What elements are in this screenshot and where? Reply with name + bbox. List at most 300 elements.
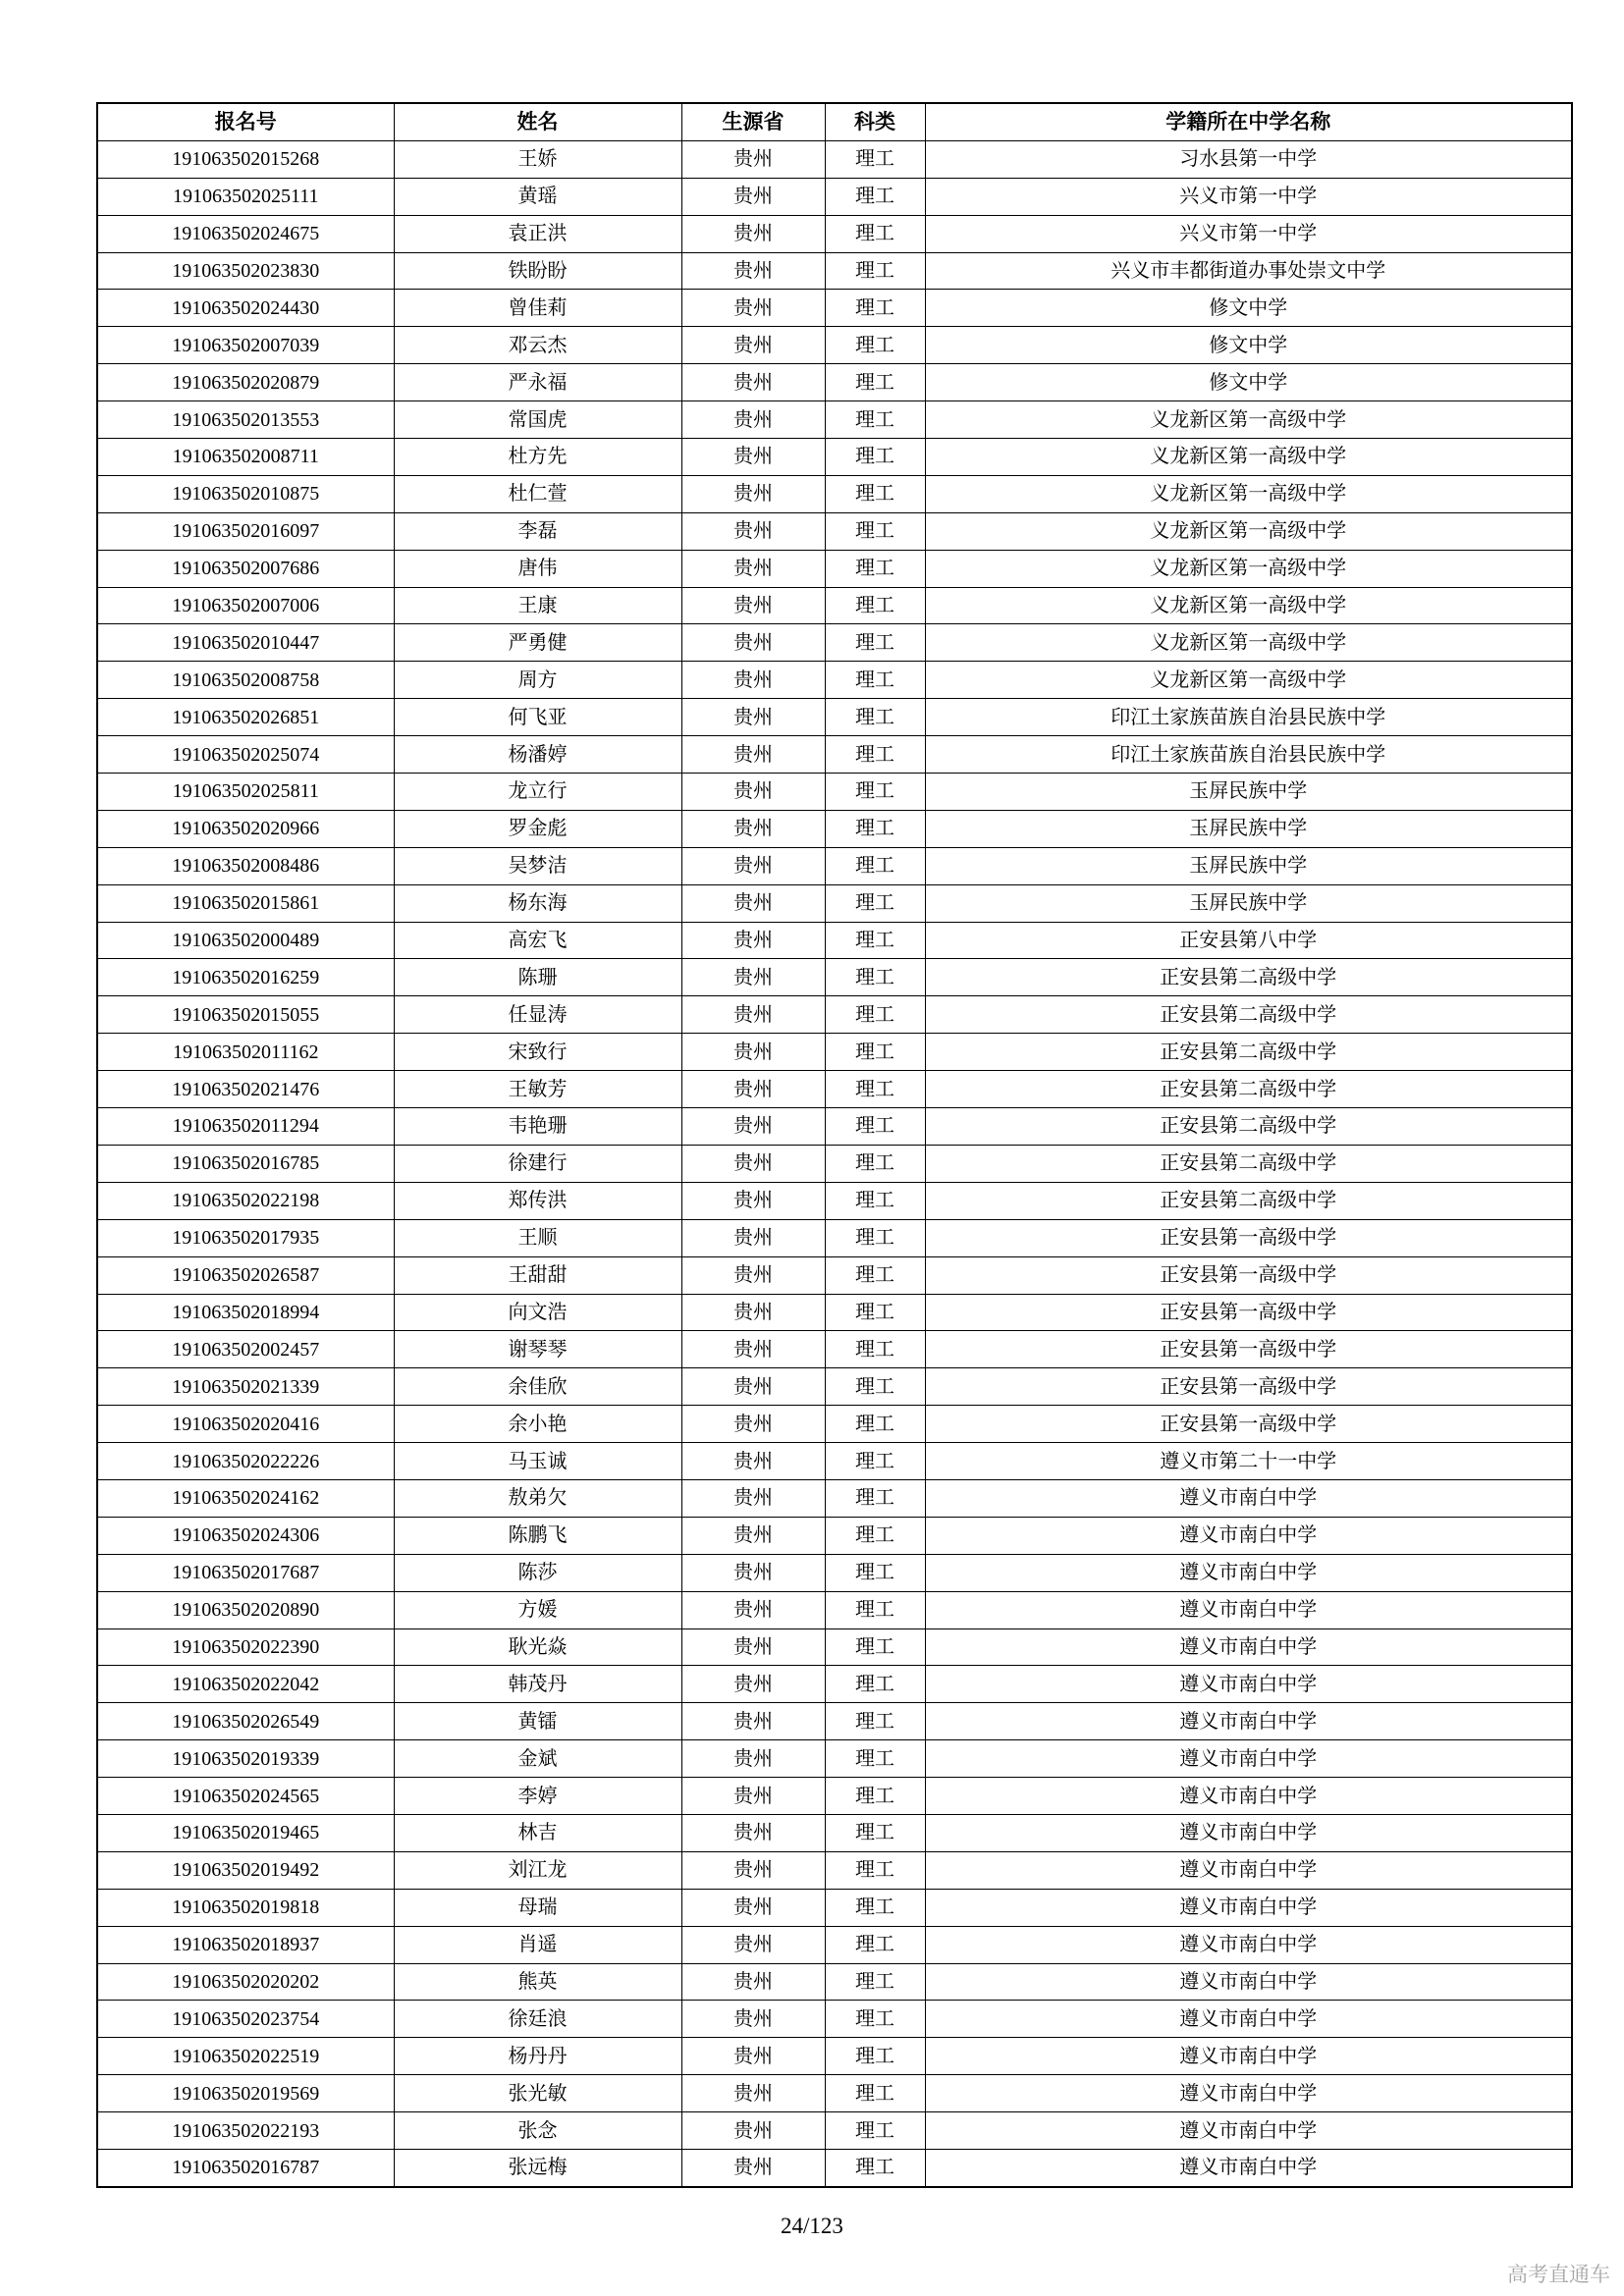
table-cell: 肖遥 <box>394 1926 681 1963</box>
table-cell: 修文中学 <box>925 364 1572 401</box>
table-cell: 韦艳珊 <box>394 1108 681 1146</box>
table-cell: 贵州 <box>681 1740 825 1778</box>
table-row <box>97 1517 1572 1554</box>
table-cell: 191063502019569 <box>97 2075 394 2112</box>
table-cell: 兴义市丰都街道办事处崇文中学 <box>925 252 1572 290</box>
table-cell: 191063502022519 <box>97 2038 394 2075</box>
table-cell: 遵义市第二十一中学 <box>925 1443 1572 1480</box>
table-cell: 熊英 <box>394 1963 681 2001</box>
table-cell: 理工 <box>825 215 925 252</box>
table-cell: 191063502019339 <box>97 1740 394 1778</box>
table-cell: 遵义市南白中学 <box>925 1814 1572 1851</box>
table-row <box>97 1554 1572 1591</box>
table-cell: 正安县第八中学 <box>925 922 1572 959</box>
table-cell: 理工 <box>825 1703 925 1740</box>
table-cell: 杜方先 <box>394 439 681 476</box>
table-cell: 贵州 <box>681 1406 825 1443</box>
table-cell: 遵义市南白中学 <box>925 2075 1572 2112</box>
table-cell: 191063502024565 <box>97 1778 394 1815</box>
table-cell: 贵州 <box>681 2149 825 2186</box>
table-row <box>97 1703 1572 1740</box>
table-row <box>97 1406 1572 1443</box>
table-cell: 191063502023754 <box>97 2001 394 2038</box>
table-cell: 理工 <box>825 1479 925 1517</box>
table-row <box>97 810 1572 847</box>
table-cell: 贵州 <box>681 1778 825 1815</box>
table-cell: 遵义市南白中学 <box>925 1963 1572 2001</box>
table-cell: 贵州 <box>681 2001 825 2038</box>
table-cell: 理工 <box>825 290 925 327</box>
table-cell: 191063502022198 <box>97 1182 394 1219</box>
table-cell: 余小艳 <box>394 1406 681 1443</box>
table-row <box>97 2149 1572 2186</box>
table-cell: 正安县第二高级中学 <box>925 1145 1572 1182</box>
table-cell: 遵义市南白中学 <box>925 1517 1572 1554</box>
table-cell: 理工 <box>825 1591 925 1629</box>
table-cell: 曾佳莉 <box>394 290 681 327</box>
page-number: 24/123 <box>781 2214 843 2238</box>
column-header: 姓名 <box>394 103 681 140</box>
table-cell: 遵义市南白中学 <box>925 1554 1572 1591</box>
table-cell: 贵州 <box>681 662 825 699</box>
table-cell: 贵州 <box>681 1517 825 1554</box>
table-cell: 陈鹏飞 <box>394 1517 681 1554</box>
table-cell: 贵州 <box>681 290 825 327</box>
table-cell: 贵州 <box>681 1443 825 1480</box>
table-cell: 贵州 <box>681 2075 825 2112</box>
table-cell: 理工 <box>825 2001 925 2038</box>
table-cell: 习水县第一中学 <box>925 140 1572 178</box>
table-row <box>97 959 1572 996</box>
table-cell: 理工 <box>825 587 925 624</box>
table-cell: 正安县第二高级中学 <box>925 1071 1572 1108</box>
table-cell: 理工 <box>825 1778 925 1815</box>
table-cell: 191063502017687 <box>97 1554 394 1591</box>
table-cell: 191063502013553 <box>97 401 394 439</box>
table-cell: 贵州 <box>681 2038 825 2075</box>
table-cell: 李婷 <box>394 1778 681 1815</box>
table-cell: 方媛 <box>394 1591 681 1629</box>
table-cell: 191063502022042 <box>97 1666 394 1703</box>
table-cell: 王顺 <box>394 1219 681 1256</box>
table-cell: 玉屏民族中学 <box>925 884 1572 922</box>
table-cell: 遵义市南白中学 <box>925 2112 1572 2150</box>
table-cell: 贵州 <box>681 550 825 587</box>
table-cell: 贵州 <box>681 996 825 1034</box>
table-row <box>97 2112 1572 2150</box>
table-cell: 191063502024675 <box>97 215 394 252</box>
table-cell: 理工 <box>825 1145 925 1182</box>
table-cell: 贵州 <box>681 178 825 215</box>
table-cell: 张念 <box>394 2112 681 2150</box>
column-header: 生源省 <box>681 103 825 140</box>
table-row <box>97 1814 1572 1851</box>
table-row <box>97 1294 1572 1331</box>
table-cell: 贵州 <box>681 884 825 922</box>
table-cell: 理工 <box>825 2075 925 2112</box>
table-cell: 贵州 <box>681 1926 825 1963</box>
table-cell: 杨丹丹 <box>394 2038 681 2075</box>
table-cell: 191063502007686 <box>97 550 394 587</box>
table-cell: 191063502008758 <box>97 662 394 699</box>
table-row <box>97 774 1572 811</box>
table-cell: 理工 <box>825 2038 925 2075</box>
table-cell: 191063502015268 <box>97 140 394 178</box>
table-cell: 兴义市第一中学 <box>925 215 1572 252</box>
table-cell: 191063502002457 <box>97 1331 394 1368</box>
table-cell: 陈莎 <box>394 1554 681 1591</box>
table-cell: 191063502020202 <box>97 1963 394 2001</box>
table-cell: 理工 <box>825 475 925 512</box>
table-cell: 贵州 <box>681 1108 825 1146</box>
table-row <box>97 1331 1572 1368</box>
table-row <box>97 512 1572 550</box>
table-row <box>97 178 1572 215</box>
table-cell: 贵州 <box>681 401 825 439</box>
table-cell: 191063502010875 <box>97 475 394 512</box>
table-cell: 遵义市南白中学 <box>925 1629 1572 1666</box>
table-cell: 贵州 <box>681 1071 825 1108</box>
table-cell: 191063502007006 <box>97 587 394 624</box>
table-cell: 贵州 <box>681 439 825 476</box>
table-cell: 贵州 <box>681 1703 825 1740</box>
table-cell: 理工 <box>825 1331 925 1368</box>
table-cell: 理工 <box>825 2112 925 2150</box>
table-cell: 张远梅 <box>394 2149 681 2186</box>
table-cell: 理工 <box>825 810 925 847</box>
table-cell: 贵州 <box>681 1331 825 1368</box>
table-cell: 义龙新区第一高级中学 <box>925 624 1572 662</box>
table-cell: 理工 <box>825 624 925 662</box>
table-row <box>97 2075 1572 2112</box>
table-cell: 191063502026549 <box>97 1703 394 1740</box>
table-cell: 贵州 <box>681 774 825 811</box>
column-header: 科类 <box>825 103 925 140</box>
table-cell: 理工 <box>825 1368 925 1406</box>
table-cell: 理工 <box>825 1666 925 1703</box>
table-cell: 贵州 <box>681 1554 825 1591</box>
table-cell: 191063502007039 <box>97 327 394 364</box>
table-cell: 遵义市南白中学 <box>925 2149 1572 2186</box>
table-row <box>97 884 1572 922</box>
table-body <box>97 140 1572 2186</box>
table-cell: 高宏飞 <box>394 922 681 959</box>
table-cell: 杜仁萱 <box>394 475 681 512</box>
table-cell: 理工 <box>825 1443 925 1480</box>
table-cell: 周方 <box>394 662 681 699</box>
table-cell: 常国虎 <box>394 401 681 439</box>
table-cell: 义龙新区第一高级中学 <box>925 475 1572 512</box>
table-cell: 义龙新区第一高级中学 <box>925 401 1572 439</box>
table-cell: 义龙新区第一高级中学 <box>925 439 1572 476</box>
table-cell: 印江土家族苗族自治县民族中学 <box>925 736 1572 774</box>
table-row <box>97 252 1572 290</box>
table-cell: 正安县第二高级中学 <box>925 1034 1572 1071</box>
table-cell: 理工 <box>825 1814 925 1851</box>
table-row <box>97 439 1572 476</box>
table-cell: 王康 <box>394 587 681 624</box>
table-cell: 191063502016259 <box>97 959 394 996</box>
table-cell: 正安县第一高级中学 <box>925 1256 1572 1294</box>
table-cell: 191063502016787 <box>97 2149 394 2186</box>
table-cell: 宋致行 <box>394 1034 681 1071</box>
table-cell: 严勇健 <box>394 624 681 662</box>
table-cell: 李磊 <box>394 512 681 550</box>
table-cell: 理工 <box>825 774 925 811</box>
table-cell: 遵义市南白中学 <box>925 2038 1572 2075</box>
table-row <box>97 1778 1572 1815</box>
student-roster-table <box>96 102 1573 2188</box>
table-row <box>97 1443 1572 1480</box>
table-row <box>97 290 1572 327</box>
table-cell: 理工 <box>825 327 925 364</box>
table-cell: 191063502016097 <box>97 512 394 550</box>
table-cell: 贵州 <box>681 1034 825 1071</box>
table-row <box>97 1108 1572 1146</box>
table-cell: 贵州 <box>681 252 825 290</box>
table-cell: 理工 <box>825 699 925 736</box>
table-cell: 191063502025811 <box>97 774 394 811</box>
table-row <box>97 364 1572 401</box>
table-cell: 杨东海 <box>394 884 681 922</box>
table-cell: 191063502016785 <box>97 1145 394 1182</box>
table-row <box>97 1219 1572 1256</box>
table-cell: 191063502018937 <box>97 1926 394 1963</box>
table-cell: 修文中学 <box>925 290 1572 327</box>
table-row <box>97 996 1572 1034</box>
table-cell: 191063502022226 <box>97 1443 394 1480</box>
table-cell: 王甜甜 <box>394 1256 681 1294</box>
table-row <box>97 327 1572 364</box>
table-row <box>97 475 1572 512</box>
table-cell: 191063502021476 <box>97 1071 394 1108</box>
table-cell: 何飞亚 <box>394 699 681 736</box>
table-cell: 玉屏民族中学 <box>925 810 1572 847</box>
table-cell: 191063502022193 <box>97 2112 394 2150</box>
table-cell: 正安县第二高级中学 <box>925 959 1572 996</box>
table-cell: 贵州 <box>681 1368 825 1406</box>
table-cell: 191063502025111 <box>97 178 394 215</box>
table-cell: 理工 <box>825 1182 925 1219</box>
table-cell: 遵义市南白中学 <box>925 1851 1572 1889</box>
table-cell: 印江土家族苗族自治县民族中学 <box>925 699 1572 736</box>
table-cell: 理工 <box>825 252 925 290</box>
table-row <box>97 1034 1572 1071</box>
table-cell: 贵州 <box>681 1256 825 1294</box>
table-cell: 杨潘婷 <box>394 736 681 774</box>
table-cell: 191063502020416 <box>97 1406 394 1443</box>
table-row <box>97 662 1572 699</box>
table-cell: 191063502020966 <box>97 810 394 847</box>
table-cell: 唐伟 <box>394 550 681 587</box>
table-cell: 正安县第一高级中学 <box>925 1219 1572 1256</box>
table-cell: 191063502015055 <box>97 996 394 1034</box>
table-cell: 邓云杰 <box>394 327 681 364</box>
table-cell: 郑传洪 <box>394 1182 681 1219</box>
table-cell: 贵州 <box>681 624 825 662</box>
table-row <box>97 1851 1572 1889</box>
table-cell: 贵州 <box>681 1851 825 1889</box>
table-cell: 兴义市第一中学 <box>925 178 1572 215</box>
table-cell: 贵州 <box>681 1629 825 1666</box>
table-cell: 贵州 <box>681 140 825 178</box>
table-cell: 理工 <box>825 884 925 922</box>
table-cell: 191063502008711 <box>97 439 394 476</box>
table-cell: 191063502020890 <box>97 1591 394 1629</box>
table-cell: 马玉诚 <box>394 1443 681 1480</box>
table-cell: 刘江龙 <box>394 1851 681 1889</box>
table-cell: 遵义市南白中学 <box>925 1666 1572 1703</box>
table-cell: 贵州 <box>681 847 825 884</box>
table-cell: 191063502019492 <box>97 1851 394 1889</box>
table-row <box>97 847 1572 884</box>
table-row <box>97 1889 1572 1926</box>
table-cell: 林吉 <box>394 1814 681 1851</box>
table-row <box>97 550 1572 587</box>
table-cell: 理工 <box>825 1851 925 1889</box>
table-row <box>97 1071 1572 1108</box>
table-cell: 吴梦洁 <box>394 847 681 884</box>
table-row <box>97 2038 1572 2075</box>
table-cell: 理工 <box>825 1219 925 1256</box>
table-cell: 191063502011162 <box>97 1034 394 1071</box>
table-cell: 191063502010447 <box>97 624 394 662</box>
table-cell: 贵州 <box>681 1479 825 1517</box>
table-cell: 理工 <box>825 364 925 401</box>
table-cell: 母瑞 <box>394 1889 681 1926</box>
table-row <box>97 1145 1572 1182</box>
table-cell: 理工 <box>825 922 925 959</box>
table-cell: 贵州 <box>681 215 825 252</box>
table-cell: 理工 <box>825 178 925 215</box>
table-cell: 191063502021339 <box>97 1368 394 1406</box>
table-cell: 耿光焱 <box>394 1629 681 1666</box>
table-cell: 义龙新区第一高级中学 <box>925 662 1572 699</box>
table-cell: 贵州 <box>681 364 825 401</box>
column-header: 报名号 <box>97 103 394 140</box>
table-cell: 191063502022390 <box>97 1629 394 1666</box>
table-cell: 理工 <box>825 1740 925 1778</box>
table-row <box>97 1629 1572 1666</box>
table-cell: 贵州 <box>681 512 825 550</box>
table-row <box>97 1926 1572 1963</box>
table-cell: 正安县第一高级中学 <box>925 1406 1572 1443</box>
table-cell: 理工 <box>825 140 925 178</box>
table-cell: 正安县第二高级中学 <box>925 1108 1572 1146</box>
table-cell: 正安县第一高级中学 <box>925 1368 1572 1406</box>
table-cell: 正安县第二高级中学 <box>925 1182 1572 1219</box>
table-row <box>97 922 1572 959</box>
table-cell: 理工 <box>825 401 925 439</box>
table-cell: 理工 <box>825 512 925 550</box>
table-cell: 贵州 <box>681 922 825 959</box>
table-cell: 贵州 <box>681 475 825 512</box>
table-cell: 贵州 <box>681 1294 825 1331</box>
table-cell: 贵州 <box>681 1666 825 1703</box>
table-cell: 袁正洪 <box>394 215 681 252</box>
table-row <box>97 1182 1572 1219</box>
table-cell: 贵州 <box>681 327 825 364</box>
table-cell: 理工 <box>825 1294 925 1331</box>
table-cell: 理工 <box>825 1406 925 1443</box>
table-cell: 191063502024306 <box>97 1517 394 1554</box>
table-row <box>97 624 1572 662</box>
table-cell: 191063502000489 <box>97 922 394 959</box>
table-cell: 王敏芳 <box>394 1071 681 1108</box>
table-cell: 理工 <box>825 439 925 476</box>
table-cell: 贵州 <box>681 1591 825 1629</box>
table-cell: 理工 <box>825 1108 925 1146</box>
table-row <box>97 1591 1572 1629</box>
table-cell: 贵州 <box>681 1182 825 1219</box>
table-cell: 贵州 <box>681 1889 825 1926</box>
table-cell: 理工 <box>825 550 925 587</box>
table-cell: 191063502008486 <box>97 847 394 884</box>
table-cell: 理工 <box>825 959 925 996</box>
table-cell: 敖弟欠 <box>394 1479 681 1517</box>
table-cell: 遵义市南白中学 <box>925 1926 1572 1963</box>
table-cell: 191063502011294 <box>97 1108 394 1146</box>
table-cell: 理工 <box>825 2149 925 2186</box>
table-cell: 理工 <box>825 662 925 699</box>
table-cell: 理工 <box>825 1034 925 1071</box>
table-row <box>97 2001 1572 2038</box>
table-cell: 任显涛 <box>394 996 681 1034</box>
table-cell: 理工 <box>825 1256 925 1294</box>
table-cell: 金斌 <box>394 1740 681 1778</box>
table-cell: 铁盼盼 <box>394 252 681 290</box>
table-cell: 191063502015861 <box>97 884 394 922</box>
table-cell: 理工 <box>825 1963 925 2001</box>
table-cell: 贵州 <box>681 959 825 996</box>
table-cell: 徐廷浪 <box>394 2001 681 2038</box>
table-cell: 191063502025074 <box>97 736 394 774</box>
table-cell: 191063502026587 <box>97 1256 394 1294</box>
table-cell: 遵义市南白中学 <box>925 1591 1572 1629</box>
table-cell: 贵州 <box>681 699 825 736</box>
table-cell: 遵义市南白中学 <box>925 1479 1572 1517</box>
table-row <box>97 1740 1572 1778</box>
table-row <box>97 587 1572 624</box>
table-cell: 遵义市南白中学 <box>925 1703 1572 1740</box>
table-row <box>97 401 1572 439</box>
table-cell: 徐建行 <box>394 1145 681 1182</box>
table-cell: 理工 <box>825 847 925 884</box>
table-cell: 义龙新区第一高级中学 <box>925 512 1572 550</box>
table-row <box>97 699 1572 736</box>
table-cell: 遵义市南白中学 <box>925 1740 1572 1778</box>
table-row <box>97 1666 1572 1703</box>
table-cell: 修文中学 <box>925 327 1572 364</box>
table-cell: 黄镭 <box>394 1703 681 1740</box>
table-cell: 贵州 <box>681 810 825 847</box>
table-cell: 罗金彪 <box>394 810 681 847</box>
table-header-row <box>97 103 1572 140</box>
table-cell: 理工 <box>825 996 925 1034</box>
table-cell: 正安县第二高级中学 <box>925 996 1572 1034</box>
table-cell: 韩茂丹 <box>394 1666 681 1703</box>
table-cell: 贵州 <box>681 1219 825 1256</box>
table-cell: 正安县第一高级中学 <box>925 1294 1572 1331</box>
table-cell: 理工 <box>825 1889 925 1926</box>
table-row <box>97 1479 1572 1517</box>
table-row <box>97 215 1572 252</box>
table-cell: 王娇 <box>394 140 681 178</box>
table-cell: 贵州 <box>681 1963 825 2001</box>
table-row <box>97 1256 1572 1294</box>
table-cell: 191063502019818 <box>97 1889 394 1926</box>
table-cell: 义龙新区第一高级中学 <box>925 550 1572 587</box>
